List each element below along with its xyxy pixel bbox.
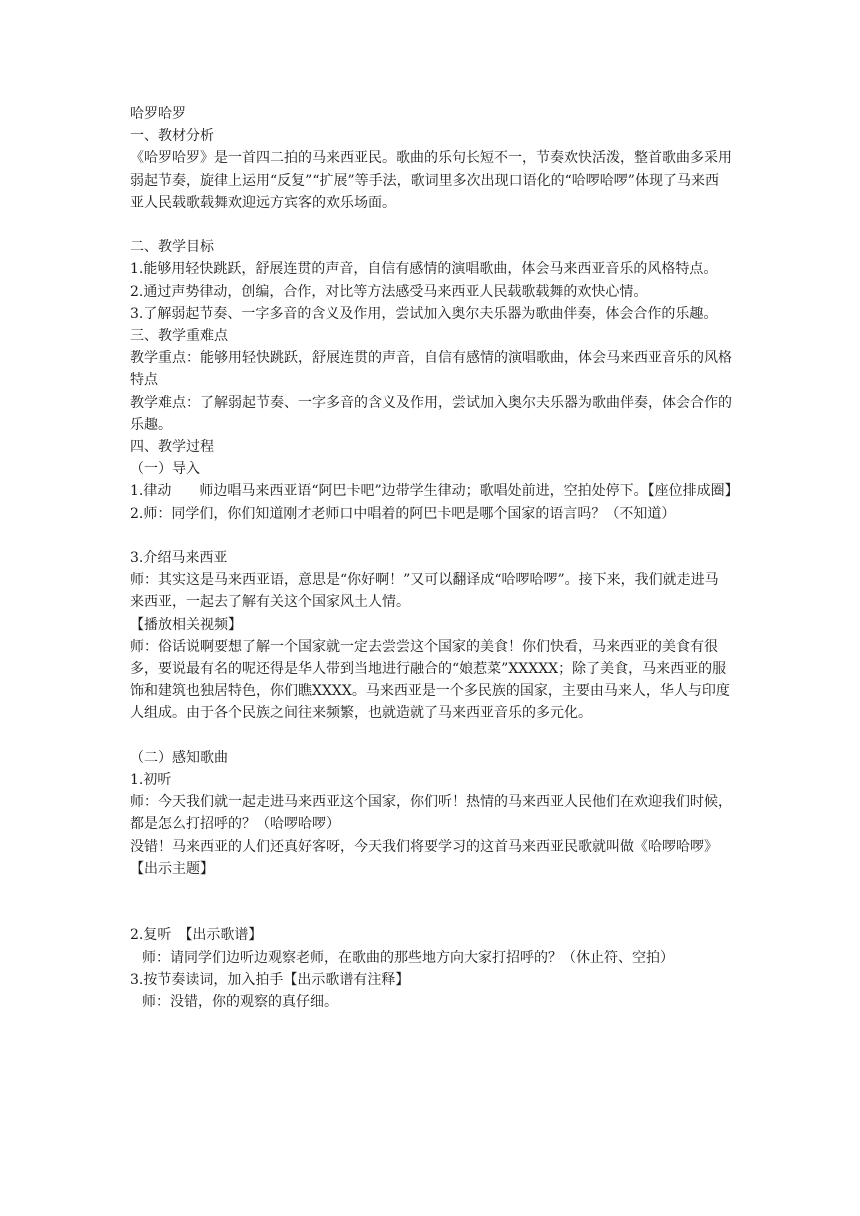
perceive-item-2-paragraph: 师：请同学们边听边观察老师，在歌曲的那些地方向大家打招呼的？（休止符、空拍） xyxy=(142,949,674,966)
section-heading-key-points: 三、教学重难点 xyxy=(130,328,228,345)
goal-item-2: 2.通过声势律动，创编，合作，对比等方法感受马来西亚人民载歌载舞的欢快心情。 xyxy=(130,283,648,300)
intro-item-3-paragraph-a: 师：其实这是马来西亚语，意思是“你好啊！”又可以翻译成“哈啰哈啰”。接下来，我们就走进马来西亚，一起去了解有关这个国家风土人情。 xyxy=(130,572,719,611)
perceive-item-1-paragraph-a: 师：今天我们就一起走进马来西亚这个国家，你们听！热情的马来西亚人民他们在欢迎我们时候，都是怎么打招呼的？（哈啰哈啰） xyxy=(130,794,732,833)
section-heading-goals: 二、教学目标 xyxy=(130,239,214,256)
perceive-item-1: 1.初听 xyxy=(130,772,172,789)
intro-item-1: 1.律动 师边唱马来西亚语“阿巴卡吧”边带学生律动；歌唱处前进，空拍处停下。【座位排成圈】 xyxy=(130,483,739,500)
section-heading-analysis: 一、教材分析 xyxy=(130,128,214,145)
goal-item-3: 3.了解弱起节奏、一字多音的含义及作用，尝试加入奥尔夫乐器为歌曲伴奏，体会合作的乐趣。 xyxy=(130,305,718,322)
intro-item-3: 3.介绍马来西亚 xyxy=(130,550,228,567)
intro-item-3-note: 【播放相关视频】 xyxy=(130,616,242,633)
difficult-point: 教学难点：了解弱起节奏、一字多音的含义及作用，尝试加入奥尔夫乐器为歌曲伴奏，体会合作的乐趣。 xyxy=(130,394,732,433)
goal-item-1: 1.能够用轻快跳跃，舒展连贯的声音，自信有感情的演唱歌曲，体会马来西亚音乐的风格特点。 xyxy=(130,261,718,278)
intro-item-2: 2.师：同学们，你们知道刚才老师口中唱着的阿巴卡吧是哪个国家的语言吗？（不知道） xyxy=(130,505,676,522)
perceive-item-1-paragraph-b: 没错！马来西亚的人们还真好客呀，今天我们将要学习的这首马来西亚民歌就叫做《哈啰哈啰》【出示主题】 xyxy=(130,838,718,877)
section-heading-process: 四、教学过程 xyxy=(130,439,214,456)
paragraph-analysis: 《哈罗哈罗》是一首四二拍的马来西亚民。歌曲的乐句长短不一，节奏欢快活泼，整首歌曲多采用弱起节奏，旋律上运用“反复”“扩展”等手法，歌词里多次出现口语化的“哈啰哈啰”体现了马来西亚人民载歌载舞欢迎远方宾客的欢乐场面。 xyxy=(130,150,732,211)
blank-line xyxy=(130,214,732,236)
blank-lines xyxy=(130,880,732,924)
key-point: 教学重点：能够用轻快跳跃，舒展连贯的声音，自信有感情的演唱歌曲，体会马来西亚音乐的风格特点 xyxy=(130,350,732,389)
doc-title: 哈罗哈罗 xyxy=(130,106,186,122)
blank-line xyxy=(130,725,732,747)
subsection-heading-perceive: （二）感知歌曲 xyxy=(130,749,228,766)
perceive-item-3: 3.按节奏读词，加入拍手【出示歌谱有注释】 xyxy=(130,971,410,988)
intro-item-3-paragraph-c: 师：俗话说啊要想了解一个国家就一定去尝尝这个国家的美食！你们快看，马来西亚的美食有很多，要说最有名的呢还得是华人带到当地进行融合的“娘惹菜”XXXXX；除了美食，马来西亚的服饰和建筑也独居特色，你们瞧XXXX。马来西亚是一个多民族的国家，主要由马来人，华人与印度人组成。由于各个民族之间往来频繁，也就造就了马来西亚音乐的多元化。 xyxy=(130,638,730,722)
perceive-item-2: 2.复听 【出示歌谱】 xyxy=(130,927,263,944)
perceive-item-3-paragraph: 师：没错，你的观察的真仔细。 xyxy=(142,994,338,1011)
blank-line xyxy=(130,525,732,547)
subsection-heading-intro: （一）导入 xyxy=(130,461,200,478)
